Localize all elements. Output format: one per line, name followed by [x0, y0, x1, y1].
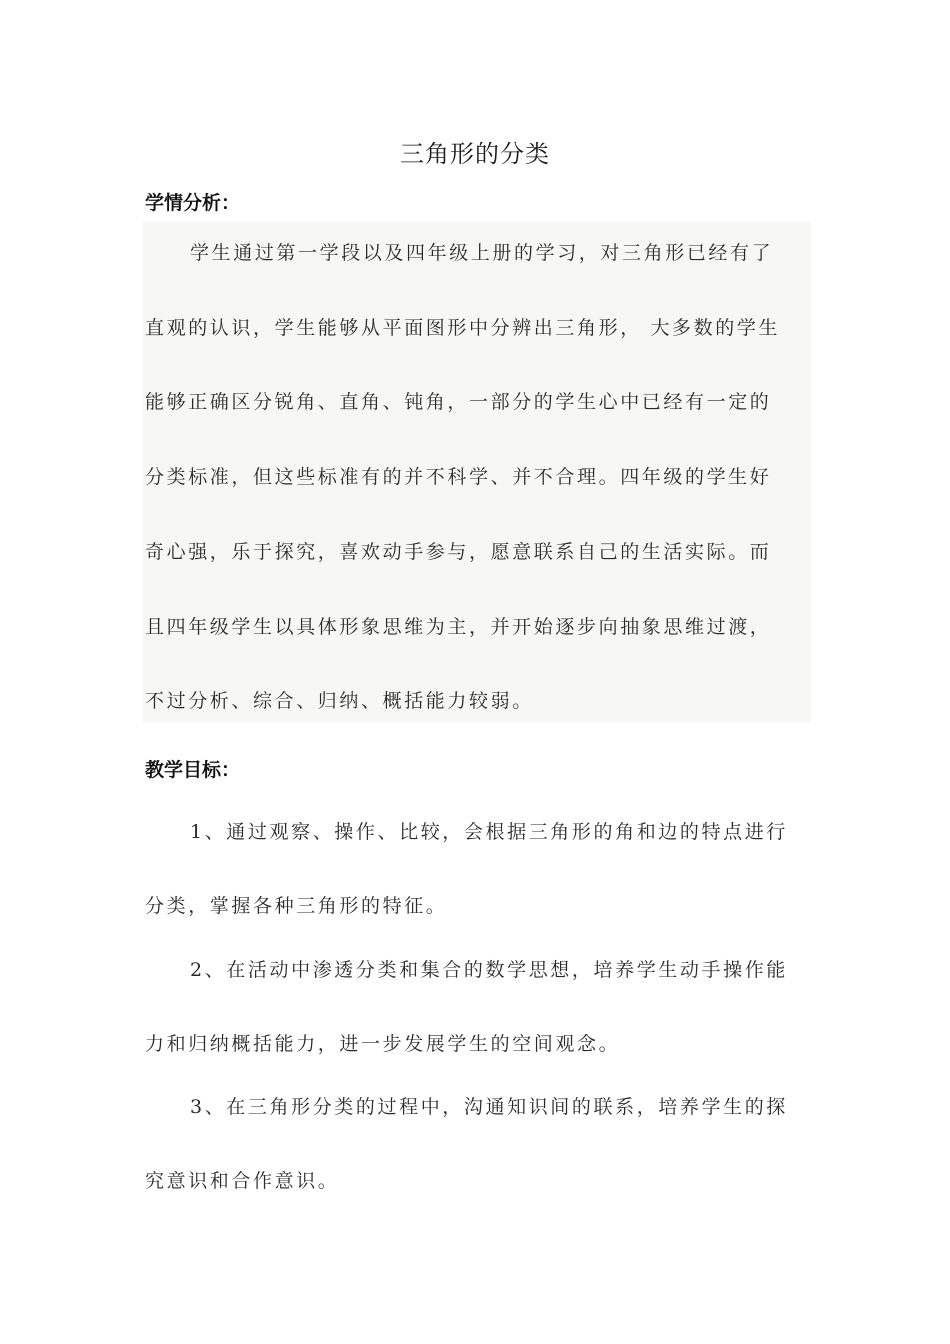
paragraph-line: 学生通过第一学段以及四年级上册的学习，对三角形已经有了	[190, 242, 774, 264]
goal-line: 力和归纳概括能力，进一步发展学生的空间观念。	[145, 1033, 621, 1055]
section-heading-student-analysis: 学情分析：	[145, 192, 241, 214]
paragraph-line: 直观的认识，学生能够从平面图形中分辨出三角形， 大多数的学生	[145, 317, 781, 339]
goal-line: 3、在三角形分类的过程中，沟通知识间的联系，培养学生的探	[190, 1096, 788, 1118]
document-title: 三角形的分类	[400, 140, 550, 168]
section-heading-teaching-goals: 教学目标：	[145, 759, 241, 781]
goal-line: 2、在活动中渗透分类和集合的数学思想，培养学生动手操作能	[190, 959, 788, 981]
paragraph-line: 且四年级学生以具体形象思维为主，并开始逐步向抽象思维过渡，	[145, 616, 772, 638]
paragraph-line: 分类标准，但这些标准有的并不科学、并不合理。四年级的学生好	[145, 466, 772, 488]
paragraph-line: 能够正确区分锐角、直角、钝角，一部分的学生心中已经有一定的	[145, 391, 772, 413]
goal-line: 分类，掌握各种三角形的特征。	[145, 895, 448, 917]
paragraph-line: 奇心强，乐于探究，喜欢动手参与，愿意联系自己的生活实际。而	[145, 541, 772, 563]
goal-line: 究意识和合作意识。	[145, 1170, 340, 1192]
paragraph-line: 不过分析、综合、归纳、概括能力较弱。	[145, 690, 534, 712]
goal-line: 1、通过观察、操作、比较，会根据三角形的角和边的特点进行	[190, 821, 788, 843]
